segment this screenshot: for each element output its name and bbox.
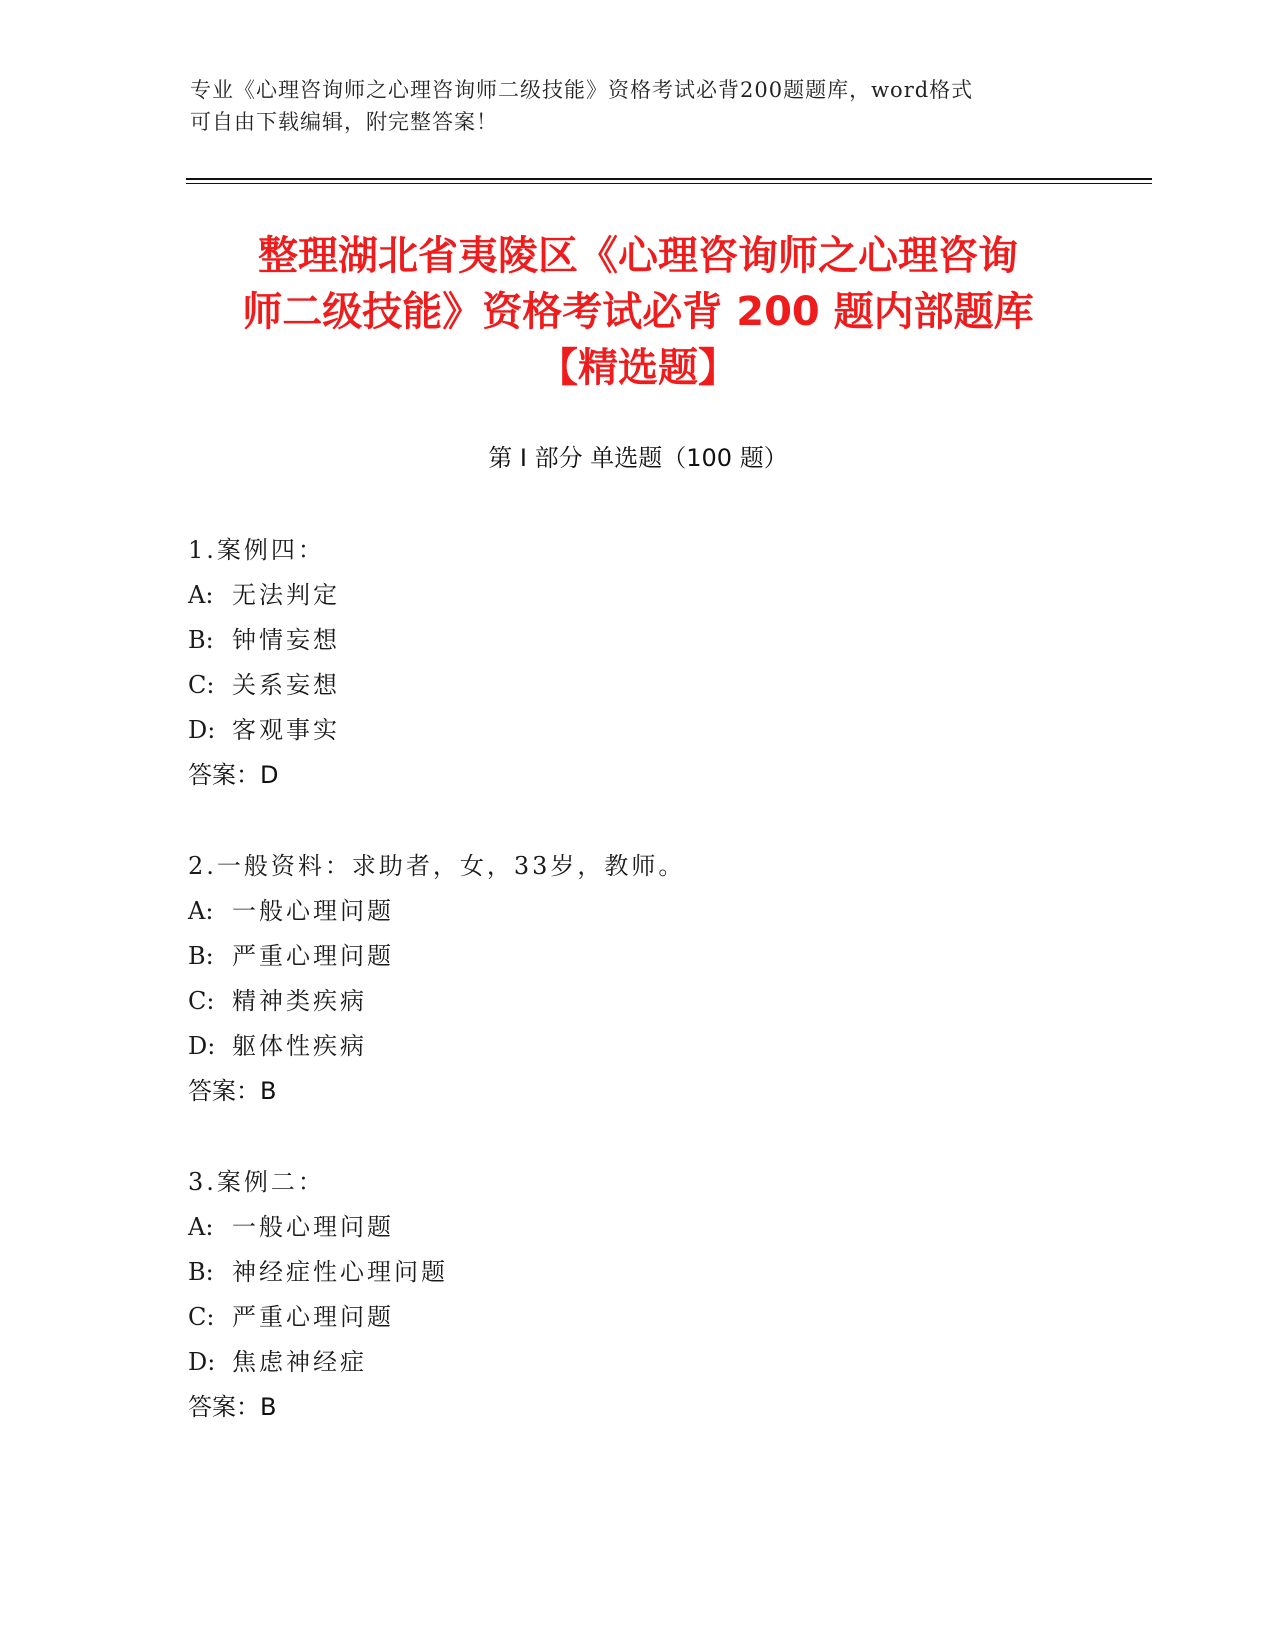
header-divider-thin	[186, 183, 1152, 184]
question-stem: 3.案例二：	[188, 1168, 325, 1196]
option-c	[188, 979, 1088, 1024]
title-line: 师二级技能》资格考试必背 200 题内部题库	[242, 289, 1034, 335]
option-label: C:	[188, 671, 215, 699]
option-text: 焦虑神经症	[232, 1348, 367, 1376]
answer-line: 答案：B	[188, 1393, 277, 1421]
option-text: 客观事实	[232, 716, 340, 744]
option-label: C:	[188, 1303, 215, 1331]
option-label: A:	[188, 897, 214, 925]
option-label: C:	[188, 987, 215, 1015]
option-d	[188, 708, 1088, 753]
option-b	[188, 934, 1088, 979]
answer-line: 答案：D	[188, 761, 279, 789]
option-label: D:	[188, 1348, 216, 1376]
header-divider-thick	[186, 178, 1152, 180]
option-c	[188, 663, 1088, 708]
option-label: A:	[188, 1213, 214, 1241]
document-title	[186, 228, 1090, 396]
option-text: 严重心理问题	[232, 1303, 394, 1331]
option-text: 无法判定	[232, 581, 340, 609]
option-a	[188, 1205, 1088, 1250]
option-label: A:	[188, 581, 214, 609]
option-text: 精神类疾病	[232, 987, 367, 1015]
option-label: B:	[188, 942, 214, 970]
header-note-line: 可自由下载编辑，附完整答案！	[190, 110, 498, 134]
question-stem: 2.一般资料：求助者，女，33岁，教师。	[188, 852, 686, 880]
option-label: B:	[188, 1258, 214, 1286]
option-text: 神经症性心理问题	[232, 1258, 448, 1286]
title-line: 整理湖北省夷陵区《心理咨询师之心理咨询	[258, 233, 1018, 279]
option-text: 一般心理问题	[232, 897, 394, 925]
question-list	[188, 528, 1088, 1476]
option-b	[188, 618, 1088, 663]
option-d	[188, 1024, 1088, 1069]
section-heading: 第 I 部分 单选题（100 题）	[488, 444, 788, 472]
header-note-line: 专业《心理咨询师之心理咨询师二级技能》资格考试必背200题题库，word格式	[190, 78, 974, 102]
option-label: D:	[188, 716, 216, 744]
option-text: 关系妄想	[232, 671, 340, 699]
question-item	[188, 1160, 1088, 1430]
question-item	[188, 844, 1088, 1114]
answer-line: 答案：B	[188, 1077, 277, 1105]
option-text: 严重心理问题	[232, 942, 394, 970]
option-c	[188, 1295, 1088, 1340]
option-d	[188, 1340, 1088, 1385]
option-a	[188, 889, 1088, 934]
title-line: 【精选题】	[538, 345, 738, 391]
question-stem: 1.案例四：	[188, 536, 325, 564]
option-label: B:	[188, 626, 214, 654]
question-item	[188, 528, 1088, 798]
option-text: 躯体性疾病	[232, 1032, 367, 1060]
option-b	[188, 1250, 1088, 1295]
option-text: 一般心理问题	[232, 1213, 394, 1241]
option-label: D:	[188, 1032, 216, 1060]
option-a	[188, 573, 1088, 618]
header-note	[190, 74, 1090, 138]
option-text: 钟情妄想	[232, 626, 340, 654]
